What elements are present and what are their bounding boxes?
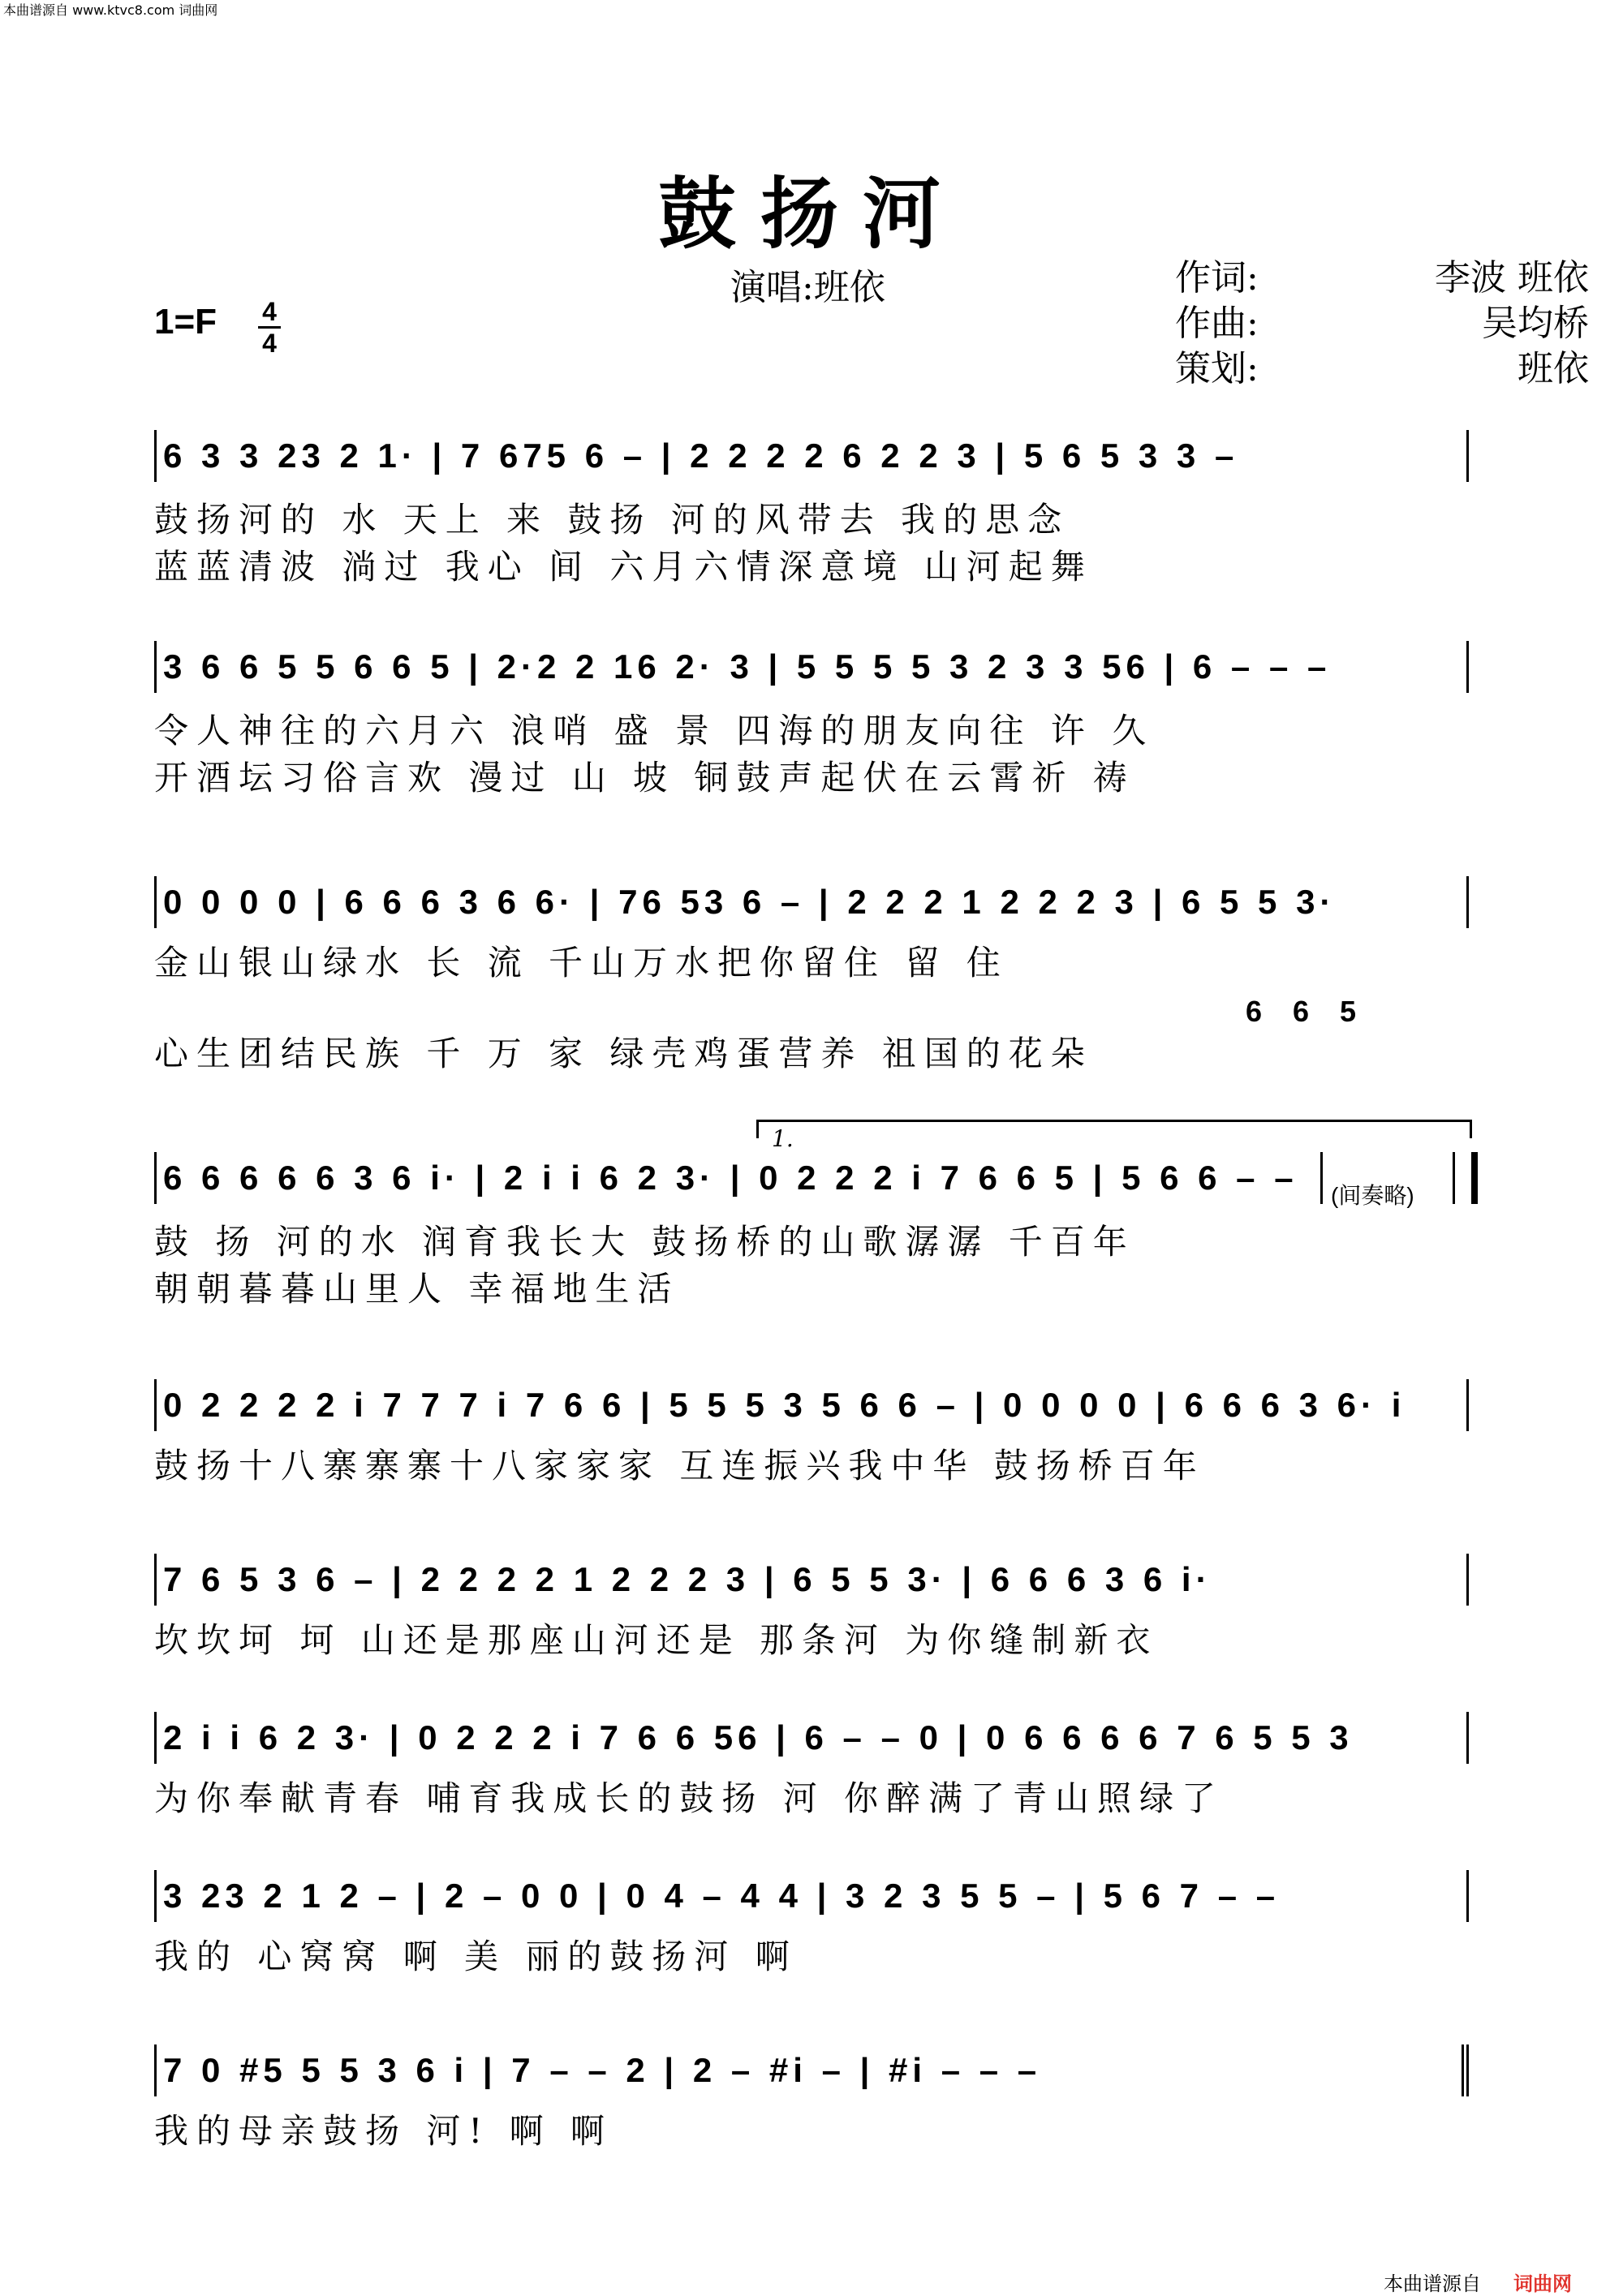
footer-logo-text: 词曲网 [1513,2272,1572,2295]
volta-label: 1. [772,1125,794,1152]
lyric-line-verse-2: 开酒坛习俗言欢 漫过 山 坡 铜鼓声起伏在云霄祈 祷 [154,758,1135,798]
notation-line: 0 2 2 2 2 i 7 7 7 i 7 6 6 | 5 5 5 3 5 6 6 – | 0 0 0 0 | 6 6 6 3 6· i [154,1379,1469,1431]
credit-value: 吴均桥 [1482,303,1589,344]
footer-left-text: 本曲谱源自 [1384,2272,1481,2295]
footer-watermark [1384,2268,1572,2296]
key-signature: 1=F [154,302,217,342]
lyric-line-verse-1: 鼓扬十八寨寨寨十八家家家 互连振兴我中华 鼓扬桥百年 [154,1446,1205,1486]
notation-line: 3 6 6 5 5 6 6 5 | 2·2 2 16 2· 3 | 5 5 5 5 3 2 3 3 56 | 6 – – – [154,641,1469,693]
volta-bracket [756,1120,1472,1152]
notation-line: 2 i i 6 2 3· | 0 2 2 2 i 7 6 6 56 | 6 – – 0 | 0 6 6 6 6 7 6 5 5 3 [154,1712,1469,1764]
source-note: 本曲谱源自 www.ktvc8.com 词曲网 [3,2,218,18]
lyric-line-verse-1: 金山银山绿水 长 流 千山万水把你留住 留 住 [154,943,1009,982]
notation-line: 6 3 3 23 2 1· | 7 675 6 – | 2 2 2 2 6 2 2 3 | 5 6 5 3 3 – [154,430,1469,482]
lyric-line-verse-2: 朝朝暮暮山里人 幸福地生活 [154,1269,680,1309]
notation-line: 7 6 5 3 6 – | 2 2 2 2 1 2 2 2 3 | 6 5 5 3· | 6 6 6 3 6 i· [154,1554,1469,1606]
lyric-line-verse-1: 鼓扬河的 水 天上 来 鼓扬 河的风带去 我的思念 [154,500,1070,540]
lyric-line-verse-1: 我的 心窝窝 啊 美 丽的鼓扬河 啊 [154,1937,798,1976]
notation-line: 7 0 #5 5 5 3 6 i | 7 – – 2 | 2 – #i – | #i – – – [154,2044,1469,2096]
credit-composer [1175,301,1589,346]
lyric-line-verse-1: 我的母亲鼓扬 河! 啊 啊 [154,2111,613,2151]
lyric-line-verse-2: 蓝蓝清波 淌过 我心 间 六月六情深意境 山河起舞 [154,547,1093,587]
credit-label: 作曲: [1175,303,1259,344]
interlude-note: (间奏略) [1331,1183,1414,1208]
lyric-line-verse-1: 令人神往的六月六 浪哨 盛 景 四海的朋友向往 许 久 [154,711,1155,750]
lyric-line-verse-1: 为你奉献青春 哺育我成长的鼓扬 河 你醉满了青山照绿了 [154,1778,1225,1818]
credit-label: 策划: [1175,348,1259,389]
credit-lyricist [1175,256,1589,301]
lyric-line-verse-1: 坎坎坷 坷 山还是那座山河还是 那条河 为你缝制新衣 [154,1620,1159,1660]
time-signature [258,297,281,358]
lyric-line-verse-2: 心生团结民族 千 万 家 绿壳鸡蛋营养 祖国的花朵 [154,1034,1093,1073]
meter-top: 4 [262,297,277,326]
credit-value: 班依 [1518,348,1589,389]
notation-line: 6 6 6 6 6 3 6 i· | 2 i i 6 2 3· | 0 2 2 2 i 7 6 6 5 | 5 6 6 – – [154,1152,1323,1204]
notation-line: 3 23 2 1 2 – | 2 – 0 0 | 0 4 – 4 4 | 3 2 3 5 5 – | 5 6 7 – – [154,1870,1469,1922]
credit-planner [1175,346,1589,392]
credit-label: 作词: [1175,257,1259,299]
meter-bottom: 4 [262,329,277,358]
repeat-barline [1453,1152,1478,1204]
notation-line: 0 0 0 0 | 6 6 6 3 6 6· | 76 53 6 – | 2 2 2 1 2 2 2 3 | 6 5 5 3· [154,876,1469,928]
song-title: 鼓扬河 [658,168,965,260]
singer-credit: 演唱:班依 [730,267,885,308]
credit-value: 李波 班依 [1435,257,1589,299]
credits-block [1175,256,1589,392]
lyric-line-verse-1: 鼓 扬 河的水 润育我长大 鼓扬桥的山歌潺潺 千百年 [154,1222,1135,1262]
alternate-notes: 6 6 5 [1246,995,1368,1028]
